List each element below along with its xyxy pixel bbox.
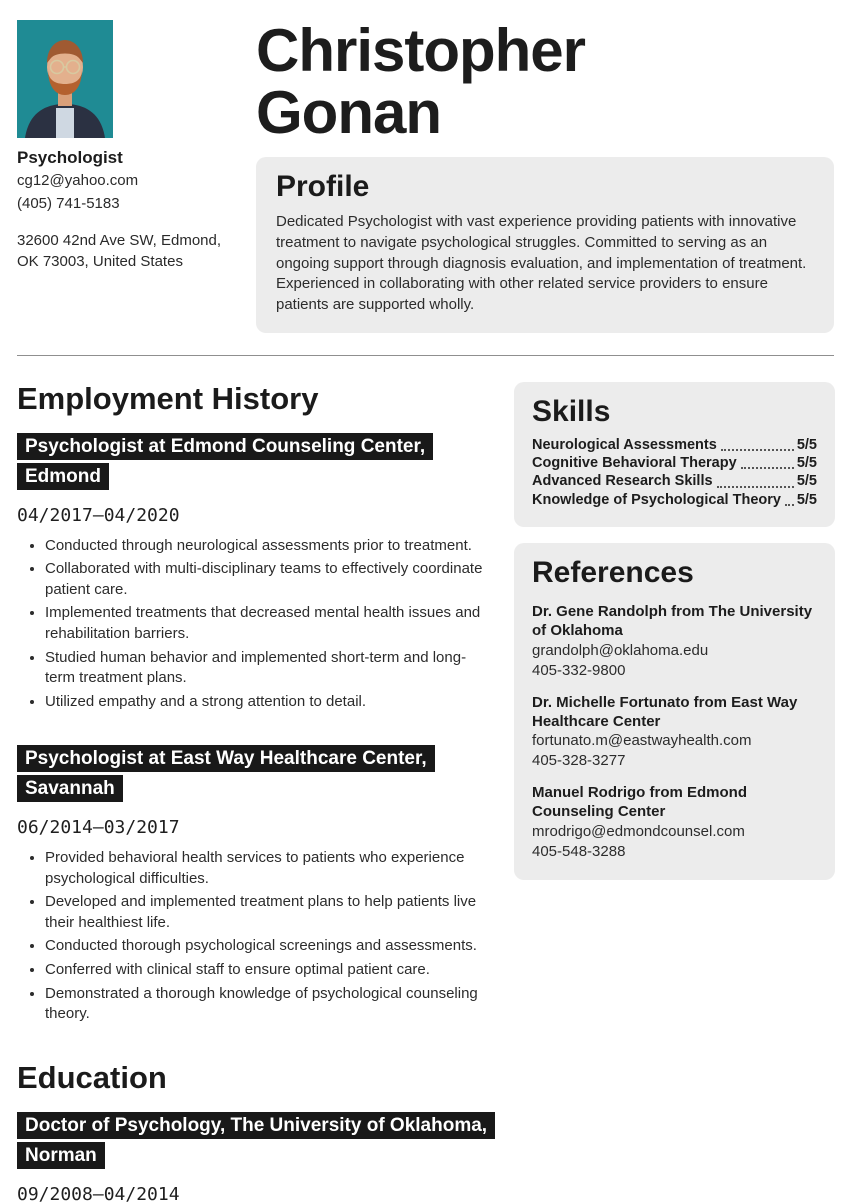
job-entry <box>17 432 495 712</box>
profile-photo <box>17 20 113 138</box>
section-divider <box>17 355 834 356</box>
job-entry <box>17 744 495 1024</box>
job-bullet: • Collaborated with multi-disciplinary teams to effectively coordinate patient care. <box>45 559 495 600</box>
profile-section <box>256 157 834 333</box>
education-section-title: Education <box>17 1059 167 1095</box>
job-bullet-list <box>17 536 495 712</box>
reference-name: Manuel Rodrigo from Edmond Counseling Center <box>532 784 747 821</box>
job-bullet: • Utilized empathy and a strong attention to detail. <box>45 692 495 713</box>
main-body <box>17 382 834 1204</box>
dotted-leader <box>785 504 794 506</box>
skill-level: 5/5 <box>796 473 817 490</box>
job-bullet: • Conferred with clinical staff to ensure optimal patient care. <box>45 960 495 981</box>
skill-name: Cognitive Behavioral Therapy <box>532 455 737 472</box>
dotted-leader <box>717 486 794 488</box>
skill-name: Advanced Research Skills <box>532 473 713 490</box>
contact-address: 32600 42nd Ave SW, Edmond, OK 73003, United States <box>17 231 222 270</box>
skill-name: Knowledge of Psychological Theory <box>532 491 781 508</box>
reference-email: grandolph@oklahoma.edu <box>532 641 709 659</box>
reference-item <box>532 693 817 772</box>
dotted-leader <box>741 467 794 469</box>
job-title-badge: Psychologist at East Way Healthcare Center, Savannah <box>17 745 435 802</box>
reference-item <box>532 602 817 681</box>
reference-phone: 405-332-9800 <box>532 661 626 679</box>
skills-list <box>532 437 817 508</box>
job-dates: 06/2014—03/2017 <box>17 817 180 839</box>
header-main <box>256 17 834 333</box>
job-bullet: • Studied human behavior and implemented short-term and long-term treatment plans. <box>45 648 495 689</box>
profile-title: Profile <box>276 169 370 203</box>
education-title-badge: Doctor of Psychology, The University of Oklahoma, Norman <box>17 1112 495 1169</box>
reference-email: mrodrigo@edmondcounsel.com <box>532 822 745 840</box>
job-bullet: • Implemented treatments that decreased mental health issues and rehabilitation barriers. <box>45 603 495 644</box>
job-bullet: • Conducted through neurological assessments prior to treatment. <box>45 536 495 557</box>
contact-email: cg12@yahoo.com <box>17 172 139 189</box>
job-bullet: • Provided behavioral health services to patients who experience psychological difficulties. <box>45 848 495 889</box>
skill-name: Neurological Assessments <box>532 437 717 454</box>
dotted-leader <box>721 449 794 451</box>
job-bullet-list <box>17 848 495 1024</box>
job-bullet: • Demonstrated a thorough knowledge of psychological counseling theory. <box>45 984 495 1025</box>
reference-email: fortunato.m@eastwayhealth.com <box>532 732 752 750</box>
job-dates: 04/2017—04/2020 <box>17 504 180 526</box>
page-title: Christopher Gonan <box>256 17 586 147</box>
profile-text: Dedicated Psychologist with vast experience providing patients with innovative treatment to navigate psychological struggles. Committed to serving as an ongoing support through diagnosis evaluation, and implementation of treatment. Experienced in collaborating with other related service providers to ensure patients are supported wholly. <box>276 213 807 314</box>
skills-title: Skills <box>532 394 611 428</box>
education-dates: 09/2008—04/2014 <box>17 1183 180 1204</box>
reference-name: Dr. Gene Randolph from The University of Oklahoma <box>532 603 813 640</box>
skills-box <box>514 382 835 527</box>
contact-column <box>17 20 256 333</box>
references-box <box>514 543 835 880</box>
reference-phone: 405-548-3288 <box>532 842 626 860</box>
skill-level: 5/5 <box>796 437 817 454</box>
skill-item <box>532 455 817 472</box>
skill-item <box>532 473 817 490</box>
skill-level: 5/5 <box>796 455 817 472</box>
job-bullet: • Conducted thorough psychological screenings and assessments. <box>45 936 495 957</box>
sidebar <box>514 382 835 1204</box>
job-title-badge: Psychologist at Edmond Counseling Center, Edmond <box>17 433 433 490</box>
references-title: References <box>532 555 694 589</box>
main-column <box>17 382 495 1204</box>
reference-item <box>532 783 817 862</box>
employment-section-title: Employment History <box>17 380 319 416</box>
avatar <box>17 20 113 138</box>
job-title: Psychologist <box>17 148 123 167</box>
education-entry <box>17 1111 495 1204</box>
header <box>17 17 834 333</box>
reference-phone: 405-328-3277 <box>532 752 626 770</box>
job-bullet: • Developed and implemented treatment plans to help patients live their healthiest life. <box>45 892 495 933</box>
contact-phone: (405) 741-5183 <box>17 195 120 213</box>
skill-item <box>532 437 817 454</box>
reference-name: Dr. Michelle Fortunato from East Way Healthcare Center <box>532 693 798 730</box>
skill-level: 5/5 <box>796 491 817 508</box>
skill-item <box>532 492 817 509</box>
